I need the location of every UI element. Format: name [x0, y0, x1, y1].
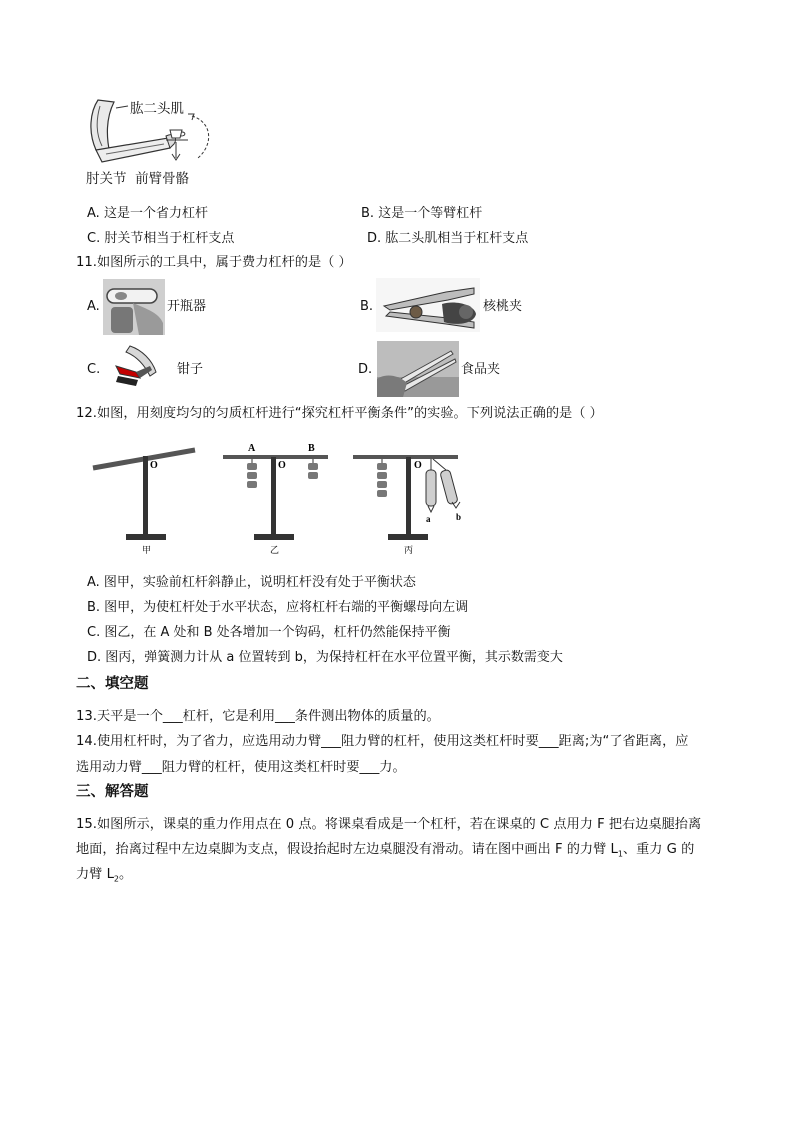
yi-a-label: A	[248, 443, 256, 454]
q15-line1: 15.如图所示，课桌的重力作用点在 0 点。将课桌看成是一个杠杆，若在课桌的 C 点用力 F 把右边桌腿抬离	[76, 817, 702, 832]
spring-a-label: a	[426, 514, 431, 524]
q12-option-c: C. 图乙，在 A 处和 B 处各增加一个钩码，杠杆仍然能保持平衡	[87, 625, 451, 640]
q10-option-d-text: 肱二头肌相当于杠杆支点	[385, 231, 529, 246]
food-tongs-photo	[377, 341, 459, 397]
q11-option-d-letter: D.	[358, 362, 373, 377]
bing-label: 丙	[404, 546, 414, 556]
q10-option-c	[87, 230, 234, 248]
q10-option-d-letter: D.	[367, 231, 382, 246]
q11-option-a-letter: A.	[87, 299, 100, 314]
q15-line3	[76, 866, 132, 889]
section-fill-in-title: 二、填空题	[76, 676, 149, 692]
q10-option-a	[87, 205, 208, 223]
lever-figure-yi	[223, 443, 328, 556]
muscle-label: 肱二头肌	[130, 101, 184, 117]
q12-option-b: B. 图甲，为使杠杆处于水平状态，应将杠杆右端的平衡螺母向左调	[87, 600, 469, 615]
arm-bottom-label: 肘关节 前臂骨骼	[86, 171, 190, 187]
q10-option-b	[361, 205, 482, 223]
q10-option-c-text: 肘关节相当于杠杆支点	[104, 231, 235, 246]
q15-line2	[76, 841, 694, 864]
yi-b-label: B	[308, 443, 315, 454]
yi-o-label: O	[278, 460, 286, 471]
q12-option-a: A. 图甲，实验前杠杆斜静止，说明杠杆没有处于平衡状态	[87, 575, 416, 590]
q10-option-b-letter: B.	[361, 206, 375, 221]
q11-option-c-tool: 钳子	[177, 362, 204, 377]
q11-option-d-tool: 食品夹	[461, 362, 501, 377]
yi-label: 乙	[270, 546, 280, 556]
q10-option-c-letter: C.	[87, 231, 101, 246]
q11-option-c-letter: C.	[87, 362, 101, 377]
lever-experiment-figure	[88, 438, 488, 556]
q13-text: 13.天平是一个___杠杆，它是利用___条件测出物体的质量的。	[76, 709, 440, 724]
q12-stem: 12.如图，用刻度均匀的匀质杠杆进行“探究杠杆平衡条件”的实验。下列说法正确的是（ ）	[76, 406, 603, 421]
q10-option-d	[367, 230, 528, 248]
nutcracker-photo	[376, 278, 480, 332]
q10-option-a-text: 这是一个省力杠杆	[103, 206, 208, 221]
bing-o-label: O	[414, 460, 422, 471]
q15-l2-subscript: 2	[113, 874, 120, 884]
lever-figure-bing	[353, 457, 461, 556]
jia-label: 甲	[142, 546, 152, 556]
q10-option-b-text: 这是一个等臂杠杆	[378, 206, 483, 221]
q14-line1: 14.使用杠杆时，为了省力，应选用动力臂___阻力臂的杠杆，使用这类杠杆时要___距离;为“了省距离，应	[76, 734, 689, 749]
q15-line3-text: 力臂 L	[76, 867, 114, 882]
pliers-photo	[110, 342, 160, 392]
q15-line2-text: 地面，抬离过程中左边桌脚为支点，假设抬起时左边桌腿没有滑动。请在图中画出 F 的力臂 L	[76, 842, 618, 857]
q11-option-b-tool: 核桃夹	[483, 299, 523, 314]
spring-b-label: b	[456, 512, 462, 522]
bottle-opener-photo	[103, 279, 165, 335]
q11-option-b-letter: B.	[360, 299, 374, 314]
section-answer-title: 三、解答题	[76, 784, 149, 800]
q11-option-a-tool: 开瓶器	[167, 299, 207, 314]
q11-stem: 11.如图所示的工具中，属于费力杠杆的是（ ）	[76, 255, 352, 270]
jia-o-label: O	[150, 460, 158, 471]
lever-figure-jia	[93, 450, 195, 556]
q15-line2-tail: 、重力 G 的	[622, 842, 695, 857]
q15-line3-tail: 。	[119, 867, 133, 882]
q14-line2: 选用动力臂___阻力臂的杠杆，使用这类杠杆时要___力。	[76, 760, 406, 775]
q12-option-d: D. 图丙，弹簧测力计从 a 位置转到 b，为保持杠杆在水平位置平衡，其示数需变大	[87, 650, 563, 665]
q10-option-a-letter: A.	[87, 206, 100, 221]
q15-l1-subscript: 1	[617, 849, 623, 859]
